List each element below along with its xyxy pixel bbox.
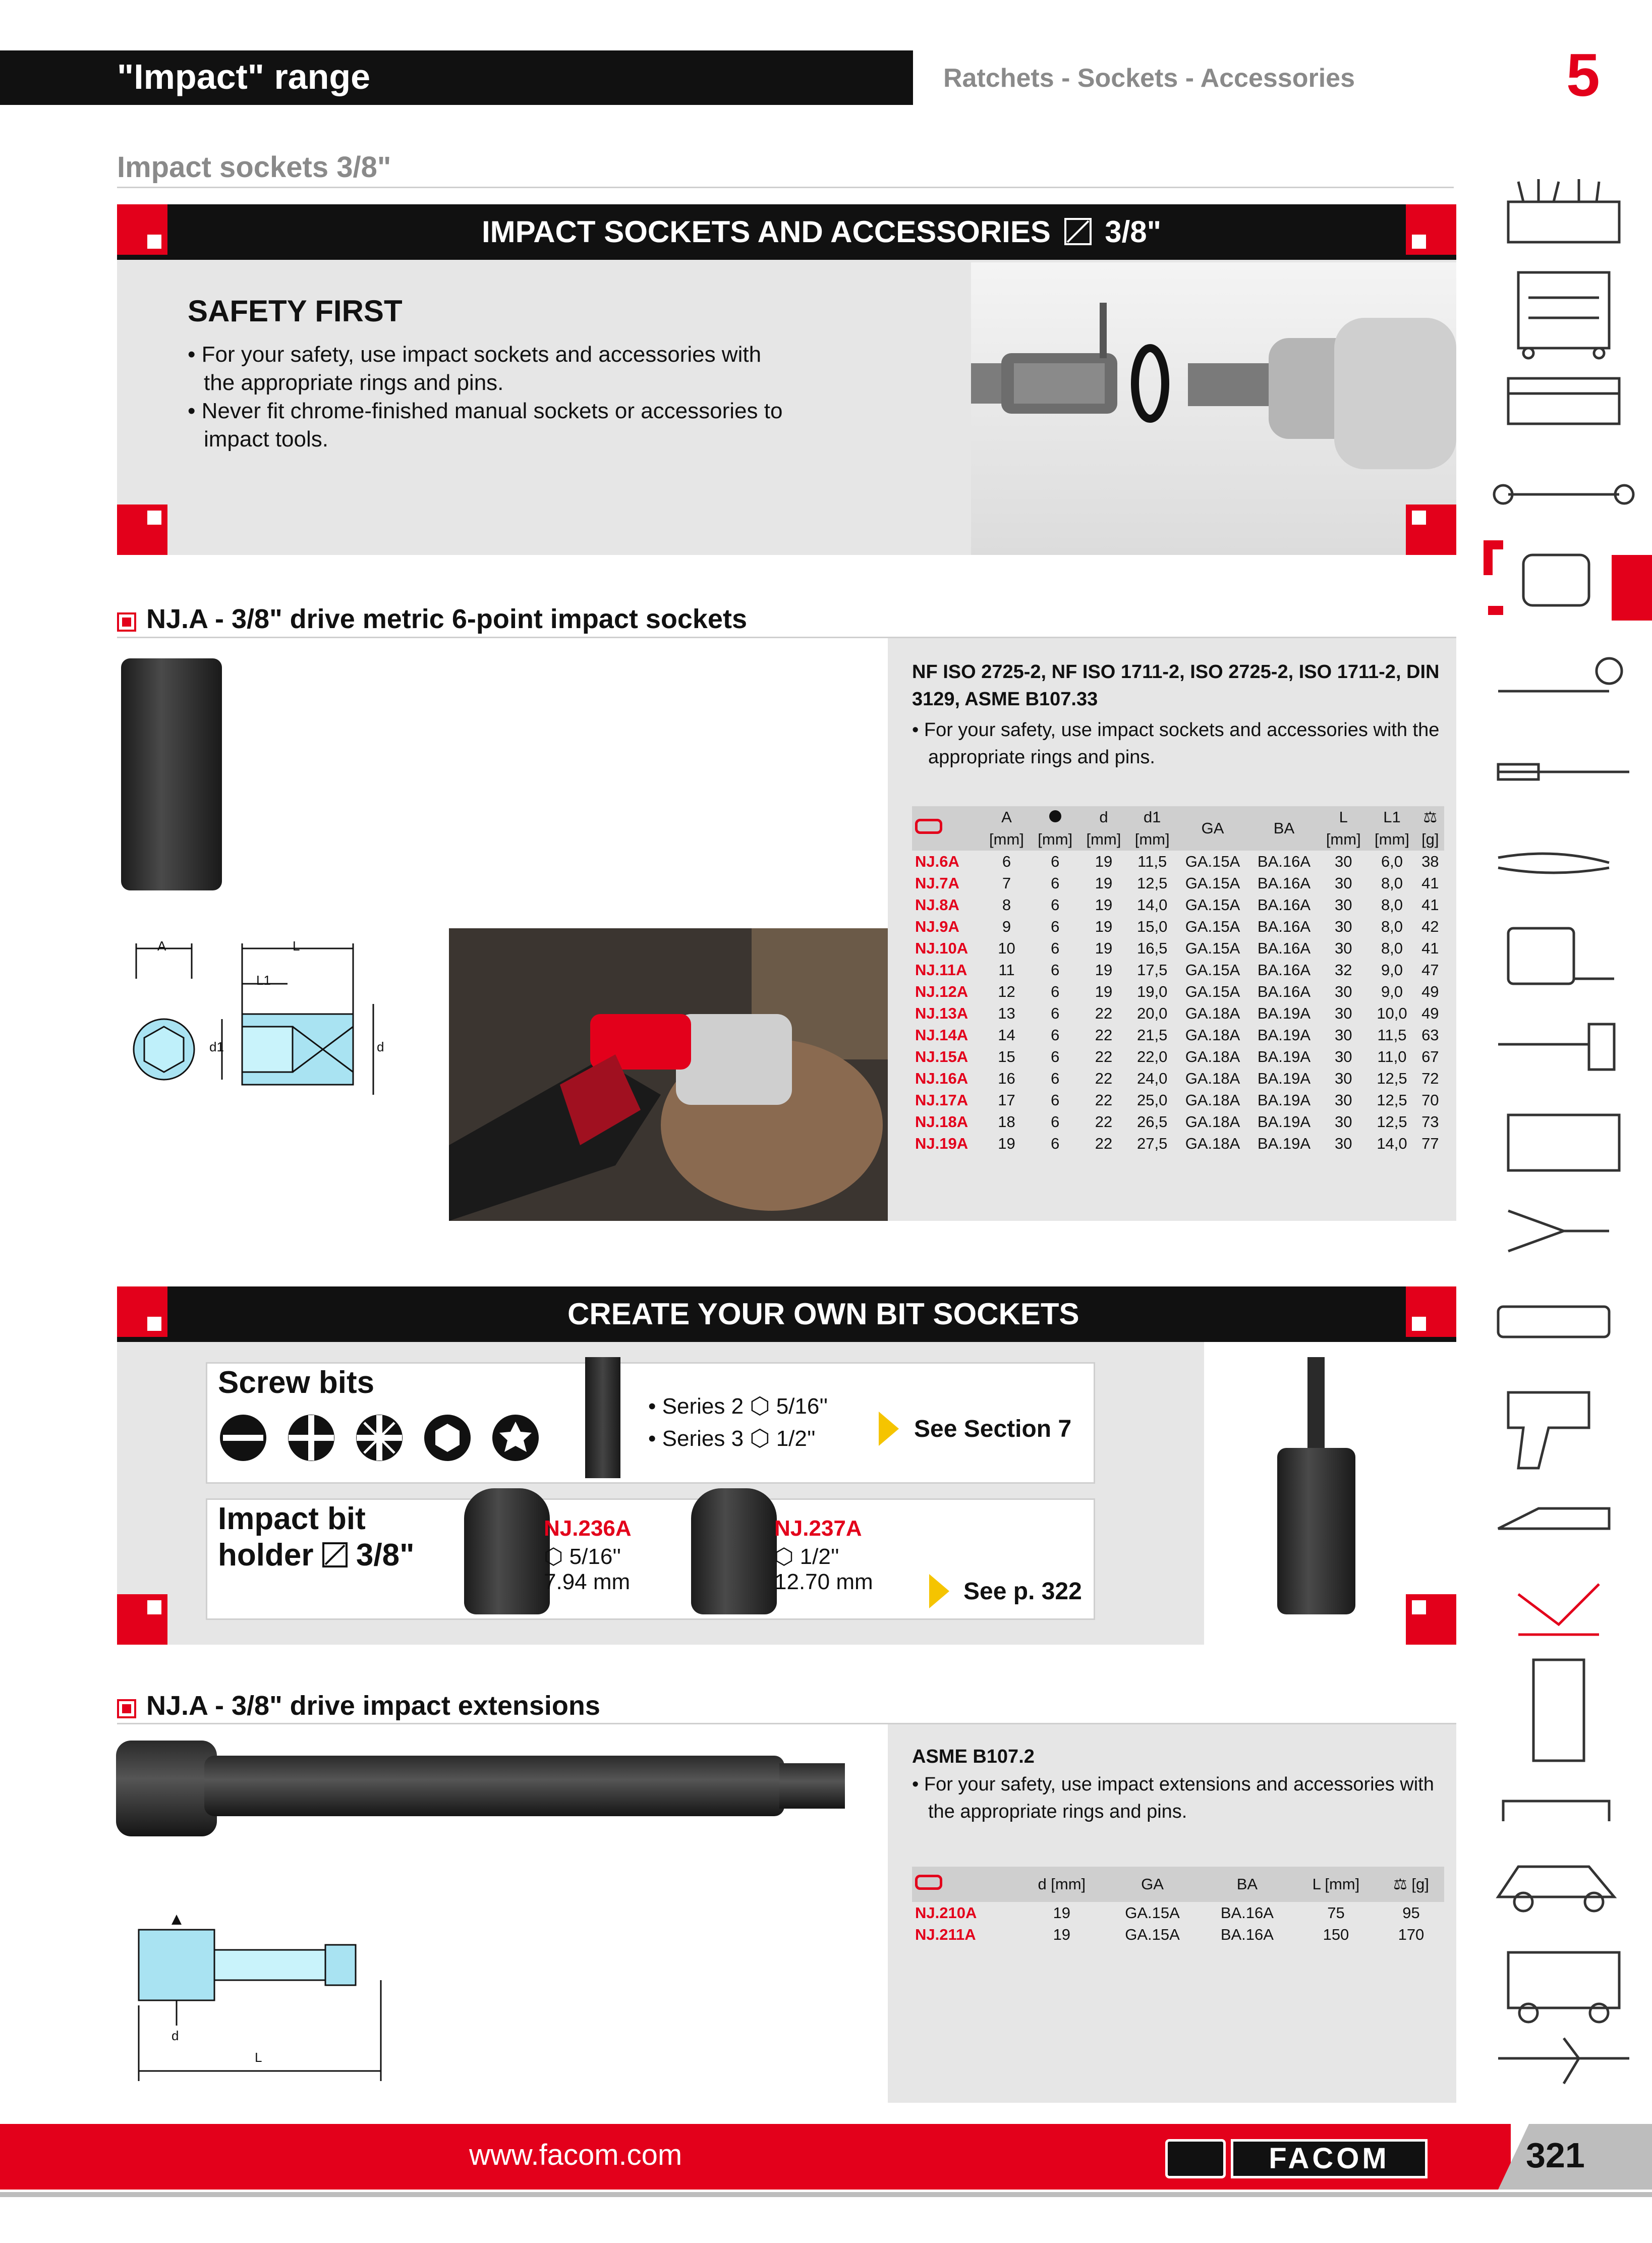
table-row	[912, 1002, 1444, 1024]
col-unit: [mm]	[982, 828, 1031, 851]
table-cell: 14,0	[1137, 895, 1168, 914]
table-cell: 25,0	[1137, 1091, 1168, 1109]
col-unit: [mm]	[1128, 828, 1176, 851]
facom-logo	[1165, 2139, 1438, 2178]
safety-bullet: For your safety, use impact sockets and accessories with the appropriate rings and pins.	[201, 342, 762, 395]
series-size: 1/2''	[776, 1426, 816, 1451]
table-row	[912, 1133, 1444, 1154]
table-cell: 17	[998, 1091, 1015, 1109]
nj236a-size: 5/16''	[569, 1544, 621, 1569]
weight-icon: ⚖	[1416, 806, 1444, 828]
table-cell: BA.16A	[1257, 982, 1311, 1000]
table-cell: 63	[1421, 1026, 1439, 1044]
table-cell: 14	[998, 1026, 1015, 1044]
product-ref: NJ.18A	[915, 1112, 969, 1131]
product-ref: NJ.11A	[915, 961, 967, 979]
handle-icon	[1503, 1801, 1609, 1821]
col-header: GA	[1176, 806, 1248, 851]
table-cell: GA.18A	[1185, 1134, 1240, 1152]
sockets-spec-table	[912, 806, 1444, 1154]
table-cell: GA.18A	[1185, 1026, 1240, 1044]
table-cell: GA.15A	[1185, 982, 1240, 1000]
table-cell: BA.16A	[1257, 917, 1311, 935]
table-cell: 19	[1095, 852, 1113, 870]
col-header: BA	[1201, 1867, 1294, 1902]
hex-bit-image	[585, 1357, 620, 1478]
product-ref: NJ.19A	[915, 1134, 969, 1152]
table-cell: 38	[1421, 852, 1439, 870]
table-cell: 9,0	[1381, 982, 1403, 1000]
torx-bit-image	[1307, 1357, 1325, 1458]
table-cell: 6,0	[1381, 852, 1403, 870]
nj237a-mm: 12.70 mm	[774, 1569, 873, 1594]
table-cell: 12,5	[1377, 1069, 1407, 1087]
table-cell: 75	[1327, 1903, 1345, 1922]
table-cell: 30	[1335, 1047, 1352, 1066]
table-cell: GA.15A	[1185, 895, 1240, 914]
banner-title	[482, 214, 1161, 249]
hex-icon: ⬡	[774, 1544, 794, 1569]
pliers-icon	[1498, 854, 1609, 873]
table-cell: 22	[1095, 1069, 1113, 1087]
table-cell: BA.16A	[1257, 895, 1311, 914]
truck-icon	[1508, 1952, 1619, 2008]
table-cell: 30	[1335, 852, 1352, 870]
footer-rule	[0, 2192, 1652, 2197]
sockets-note: • For your safety, use impact sockets and accessories with the appropriate rings and pins.	[912, 719, 1440, 768]
col-header-weight	[1378, 1867, 1444, 1902]
table-cell: 22	[1095, 1047, 1113, 1066]
extensions-heading: NJ.A - 3/8" drive impact extensions	[146, 1691, 600, 1721]
product-ref: NJ.15A	[915, 1047, 969, 1066]
footer-url[interactable]: www.facom.com	[469, 2139, 682, 2171]
table-cell: 8,0	[1381, 939, 1403, 957]
table-cell: 20,0	[1137, 1004, 1168, 1022]
table-cell: 6	[1051, 895, 1060, 914]
dim-label-l: L	[255, 2050, 262, 2065]
table-cell: 30	[1335, 1026, 1352, 1044]
table-cell: 19	[1095, 939, 1113, 957]
product-ref: NJ.14A	[915, 1026, 969, 1044]
facom-wordmark: FACOM	[1231, 2139, 1428, 2178]
bit-holder-image	[1277, 1448, 1355, 1614]
section-bullet-icon	[117, 1699, 136, 1718]
tape-measure-icon	[1508, 928, 1574, 984]
sockets-standards: NF ISO 2725-2, NF ISO 1711-2, ISO 2725-2, ISO 1711-2, DIN 3129, ASME B107.33	[912, 661, 1440, 710]
table-cell: 30	[1335, 1004, 1352, 1022]
nj236a-ref: NJ.236A	[544, 1516, 632, 1541]
hex-icon: ⬡	[750, 1425, 770, 1451]
product-ref: NJ.210A	[915, 1903, 977, 1922]
table-row	[912, 959, 1444, 981]
col-unit: [mm]	[1031, 828, 1079, 851]
nj237a-image	[691, 1488, 777, 1614]
divider	[117, 187, 1454, 188]
col-header: d1	[1128, 806, 1176, 828]
table-row	[912, 1089, 1444, 1111]
side-navigation	[1478, 172, 1652, 2089]
bit-holder-title-line2: holder	[218, 1538, 314, 1573]
col-header: L	[1319, 806, 1368, 828]
table-cell: GA.15A	[1185, 852, 1240, 870]
corner-mark	[117, 1594, 167, 1645]
table-cell: 13	[998, 1004, 1015, 1022]
table-cell: 49	[1421, 982, 1439, 1000]
table-cell: 19	[998, 1134, 1015, 1152]
corner-mark	[1406, 1286, 1456, 1337]
product-ref: NJ.211A	[915, 1925, 976, 1943]
table-cell: 170	[1398, 1925, 1425, 1943]
table-cell: 67	[1421, 1047, 1439, 1066]
dim-label-d1: d1	[209, 1039, 224, 1054]
table-row	[912, 937, 1444, 959]
extension-diagram	[129, 1915, 391, 2086]
bit-holder-title	[218, 1501, 415, 1574]
extension-product-image	[113, 1735, 865, 1841]
tool-box-icon	[1508, 202, 1619, 242]
table-cell: BA.19A	[1257, 1026, 1311, 1044]
series-size: 5/16''	[776, 1394, 828, 1419]
extensions-spec-table	[912, 1867, 1444, 1945]
see-page-link[interactable]: See p. 322	[963, 1578, 1082, 1605]
table-row	[912, 1924, 1444, 1945]
hex-icon: ⬡	[750, 1392, 770, 1419]
table-cell: BA.16A	[1220, 1903, 1274, 1922]
table-cell: 11,5	[1137, 852, 1167, 870]
table-row	[912, 1024, 1444, 1046]
safety-bullet: Never fit chrome-finished manual sockets or accessories to impact tools.	[201, 399, 783, 452]
table-cell: GA.15A	[1125, 1925, 1180, 1943]
table-cell: 7	[1002, 874, 1011, 892]
table-cell: BA.16A	[1257, 961, 1311, 979]
col-unit: [mm]	[1368, 828, 1416, 851]
table-cell: 27,5	[1137, 1134, 1168, 1152]
table-cell: GA.18A	[1185, 1112, 1240, 1131]
table-cell: 8,0	[1381, 917, 1403, 935]
table-cell: 30	[1335, 1069, 1352, 1087]
dim-label-d: d	[172, 2028, 179, 2043]
arrow-icon	[929, 1574, 949, 1608]
corner-mark	[117, 504, 167, 555]
col-header: d	[1079, 806, 1128, 828]
table-cell: 30	[1335, 874, 1352, 892]
table-cell: 14,0	[1377, 1134, 1407, 1152]
table-cell: 9,0	[1381, 961, 1403, 979]
arrow-icon	[879, 1412, 899, 1446]
table-cell: BA.16A	[1257, 939, 1311, 957]
table-cell: 6	[1051, 1134, 1060, 1152]
table-cell: 95	[1402, 1903, 1420, 1922]
dim-label-l: L	[293, 938, 300, 954]
table-cell: GA.15A	[1185, 874, 1240, 892]
table-cell: 41	[1421, 895, 1439, 914]
table-cell: 47	[1421, 961, 1439, 979]
table-row	[912, 1111, 1444, 1133]
col-header: BA	[1249, 806, 1319, 851]
table-cell: 11,0	[1377, 1047, 1407, 1066]
table-cell: 19	[1095, 874, 1113, 892]
dim-label-a: A	[157, 938, 166, 954]
series-label: Series 2	[662, 1394, 744, 1419]
extensions-note-text: For your safety, use impact extensions and accessories with the appropriate rings and pins.	[924, 1774, 1434, 1822]
table-cell: BA.19A	[1257, 1004, 1311, 1022]
table-cell: GA.15A	[1185, 961, 1240, 979]
col-header: L [mm]	[1294, 1867, 1378, 1902]
table-cell: 150	[1323, 1925, 1349, 1943]
table-cell: BA.19A	[1257, 1112, 1311, 1131]
socket-product-image	[121, 658, 222, 890]
table-cell: 17,5	[1137, 961, 1168, 979]
table-cell: BA.19A	[1257, 1047, 1311, 1066]
header-subtitle: Ratchets - Sockets - Accessories	[943, 64, 1355, 93]
table-cell: 12,5	[1377, 1091, 1407, 1109]
table-cell: 12	[998, 982, 1015, 1000]
table-cell: 12,5	[1377, 1112, 1407, 1131]
table-cell: GA.18A	[1185, 1091, 1240, 1109]
table-cell: BA.16A	[1257, 874, 1311, 892]
product-ref: NJ.16A	[915, 1069, 969, 1087]
workshop-photo	[449, 928, 888, 1221]
weight-icon: ⚖	[1393, 1875, 1407, 1893]
table-cell: 30	[1335, 895, 1352, 914]
col-unit: [mm]	[1079, 828, 1128, 851]
corner-mark	[1406, 1594, 1456, 1645]
table-cell: 19,0	[1137, 982, 1168, 1000]
electrical-icon	[1533, 1660, 1584, 1761]
hacksaw-icon	[1508, 1115, 1619, 1170]
table-cell: 18	[998, 1112, 1015, 1131]
table-cell: 16,5	[1137, 939, 1168, 957]
table-cell: GA.18A	[1185, 1069, 1240, 1087]
nj236a-image	[464, 1488, 550, 1614]
table-cell: 8,0	[1381, 874, 1403, 892]
tester-icon	[1498, 1307, 1609, 1337]
table-cell: BA.19A	[1257, 1091, 1311, 1109]
table-cell: 70	[1421, 1091, 1439, 1109]
table-cell: 19	[1053, 1925, 1071, 1943]
table-cell: 6	[1051, 917, 1060, 935]
table-cell: 6	[1051, 982, 1060, 1000]
series-label: Series 3	[662, 1426, 744, 1451]
table-cell: 30	[1335, 1091, 1352, 1109]
table-cell: 77	[1421, 1134, 1439, 1152]
table-cell: 9	[1002, 917, 1011, 935]
table-cell: 6	[1051, 1069, 1060, 1087]
corner-mark	[117, 1286, 167, 1337]
col-header: d [mm]	[1019, 1867, 1104, 1902]
table-cell: 19	[1053, 1903, 1071, 1922]
facom-logo-icon	[912, 806, 982, 851]
table-cell: 30	[1335, 939, 1352, 957]
table-cell: 73	[1421, 1112, 1439, 1131]
dim-label-l1: L1	[256, 973, 271, 988]
table-cell: 11,5	[1377, 1026, 1407, 1044]
table-cell: 12,5	[1137, 874, 1168, 892]
table-cell: 11	[998, 961, 1015, 979]
page-title: "Impact" range	[117, 57, 371, 96]
table-cell: 22	[1095, 1112, 1113, 1131]
banner-drive-size: 3/8"	[1105, 215, 1162, 249]
nj237a-size: 1/2''	[800, 1544, 839, 1569]
table-cell: 22	[1095, 1134, 1113, 1152]
socket-icon	[1523, 555, 1589, 605]
corner-mark	[1406, 204, 1456, 255]
aircraft-icon	[1498, 2038, 1629, 2084]
nj237a-ref: NJ.237A	[774, 1516, 862, 1541]
table-cell: GA.15A	[1185, 939, 1240, 957]
product-ref: NJ.8A	[915, 895, 959, 914]
table-cell: 15	[998, 1047, 1015, 1066]
table-cell: 19	[1095, 982, 1113, 1000]
table-cell: 42	[1421, 917, 1439, 935]
table-cell: 6	[1002, 852, 1011, 870]
table-cell: 22	[1095, 1091, 1113, 1109]
square-drive-icon	[1064, 218, 1092, 245]
product-ref: NJ.10A	[915, 939, 969, 957]
table-cell: 19	[1095, 895, 1113, 914]
table-cell: BA.16A	[1257, 852, 1311, 870]
vise-icon	[1498, 1508, 1609, 1529]
table-row	[912, 851, 1444, 872]
bit-holder-title-line1: Impact bit	[218, 1501, 366, 1536]
table-cell: 41	[1421, 874, 1439, 892]
table-cell: 6	[1051, 961, 1060, 979]
col-header: GA	[1104, 1867, 1201, 1902]
square-drive-icon	[322, 1542, 348, 1567]
table-cell: 8,0	[1381, 895, 1403, 914]
safety-bullets: • For your safety, use impact sockets and accessories with the appropriate rings and pins. • Never fit chrome-finished manual sockets or accessories to impact tools.	[188, 342, 783, 452]
table-cell: GA.18A	[1185, 1047, 1240, 1066]
product-ref: NJ.6A	[915, 852, 959, 870]
table-cell: 6	[1051, 1004, 1060, 1022]
table-cell: 22	[1095, 1004, 1113, 1022]
table-cell: 24,0	[1137, 1069, 1168, 1087]
table-cell: 41	[1421, 939, 1439, 957]
table-cell: BA.19A	[1257, 1134, 1311, 1152]
sockets-heading: NJ.A - 3/8" drive metric 6-point impact sockets	[146, 604, 747, 634]
product-ref: NJ.7A	[915, 874, 959, 892]
col-unit: [mm]	[1319, 828, 1368, 851]
screw-bit-profiles	[218, 1413, 556, 1463]
table-cell: 19	[1095, 961, 1113, 979]
table-cell: BA.16A	[1220, 1925, 1274, 1943]
table-cell: 19	[1095, 917, 1113, 935]
table-cell: 72	[1421, 1069, 1439, 1087]
table-row	[912, 1068, 1444, 1089]
puller-icon	[1508, 1211, 1609, 1251]
product-ref: NJ.17A	[915, 1091, 969, 1109]
product-ref: NJ.9A	[915, 917, 959, 935]
table-row	[912, 916, 1444, 937]
table-cell: 6	[1051, 1091, 1060, 1109]
see-section-link[interactable]: See Section 7	[914, 1416, 1072, 1442]
corner-mark	[1406, 504, 1456, 555]
section-number: 5	[1566, 41, 1600, 109]
table-cell: 21,5	[1137, 1026, 1168, 1044]
section-bullet-icon	[117, 612, 136, 632]
table-cell: GA.18A	[1185, 1004, 1240, 1022]
tool-drawer-icon	[1508, 378, 1619, 424]
sockets-accessories-image	[971, 262, 1456, 555]
weight-unit: [g]	[1411, 1875, 1429, 1893]
table-row	[912, 872, 1444, 894]
nj236a-mm: 7.94 mm	[544, 1569, 631, 1594]
bit-holder-drive: 3/8"	[356, 1538, 415, 1573]
banner-title-text: IMPACT SOCKETS AND ACCESSORIES	[482, 215, 1051, 249]
bits-banner-title: CREATE YOUR OWN BIT SOCKETS	[567, 1297, 1079, 1331]
table-cell: 8	[1002, 895, 1011, 914]
nj236a-info	[544, 1516, 632, 1598]
table-cell: GA.15A	[1185, 917, 1240, 935]
table-cell: 10,0	[1377, 1004, 1407, 1022]
table-cell: 30	[1335, 1134, 1352, 1152]
safety-icon	[1518, 1584, 1599, 1635]
extensions-standard: ASME B107.2	[912, 1746, 1035, 1767]
table-cell: BA.19A	[1257, 1069, 1311, 1087]
col-header: L1	[1368, 806, 1416, 828]
table-cell: 32	[1335, 961, 1352, 979]
facom-mark-icon	[1165, 2139, 1226, 2178]
sockets-note-text: For your safety, use impact sockets and accessories with the appropriate rings and pins.	[924, 719, 1440, 768]
table-cell: 30	[1335, 982, 1352, 1000]
socket-diagram	[121, 938, 393, 1100]
table-cell: 6	[1051, 1112, 1060, 1131]
corner-mark	[117, 204, 167, 255]
col-unit: [g]	[1416, 828, 1444, 851]
table-row	[912, 1902, 1444, 1924]
product-ref: NJ.13A	[915, 1004, 969, 1022]
table-cell: 22	[1095, 1026, 1113, 1044]
table-cell: 6	[1051, 1026, 1060, 1044]
table-cell: 6	[1051, 1047, 1060, 1066]
screw-bits-title: Screw bits	[218, 1365, 375, 1400]
product-ref: NJ.12A	[915, 982, 969, 1000]
page-number: 321	[1526, 2136, 1585, 2175]
tool-cabinet-icon	[1518, 272, 1609, 348]
table-cell: 30	[1335, 1112, 1352, 1131]
table-cell: 22,0	[1137, 1047, 1168, 1066]
table-row	[912, 894, 1444, 916]
safety-title: SAFETY FIRST	[188, 294, 403, 328]
table-cell: 30	[1335, 917, 1352, 935]
table-cell: 26,5	[1137, 1112, 1168, 1131]
table-cell: 6	[1051, 874, 1060, 892]
table-cell: 49	[1421, 1004, 1439, 1022]
section-title: Impact sockets 3/8"	[117, 151, 391, 184]
table-cell: 15,0	[1137, 917, 1168, 935]
col-header: A	[982, 806, 1031, 828]
impact-wrench-icon	[1508, 1392, 1589, 1468]
table-cell: 6	[1051, 939, 1060, 957]
facom-logo-icon	[912, 1867, 1019, 1902]
table-cell: 10	[998, 939, 1015, 957]
table-cell: GA.15A	[1125, 1903, 1180, 1922]
bit-series-list: • Series 2 ⬡ 5/16'' • Series 3 ⬡ 1/2''	[648, 1392, 828, 1451]
table-cell: 16	[998, 1069, 1015, 1087]
nj237a-info	[774, 1516, 873, 1598]
dim-label-d: d	[377, 1039, 384, 1054]
table-row	[912, 1046, 1444, 1068]
hex-icon: ⬡	[544, 1544, 563, 1569]
extensions-note: • For your safety, use impact extensions and accessories with the appropriate rings and pins.	[912, 1774, 1434, 1822]
table-row	[912, 981, 1444, 1002]
table-cell: 6	[1051, 852, 1060, 870]
hex-icon	[1031, 806, 1079, 828]
